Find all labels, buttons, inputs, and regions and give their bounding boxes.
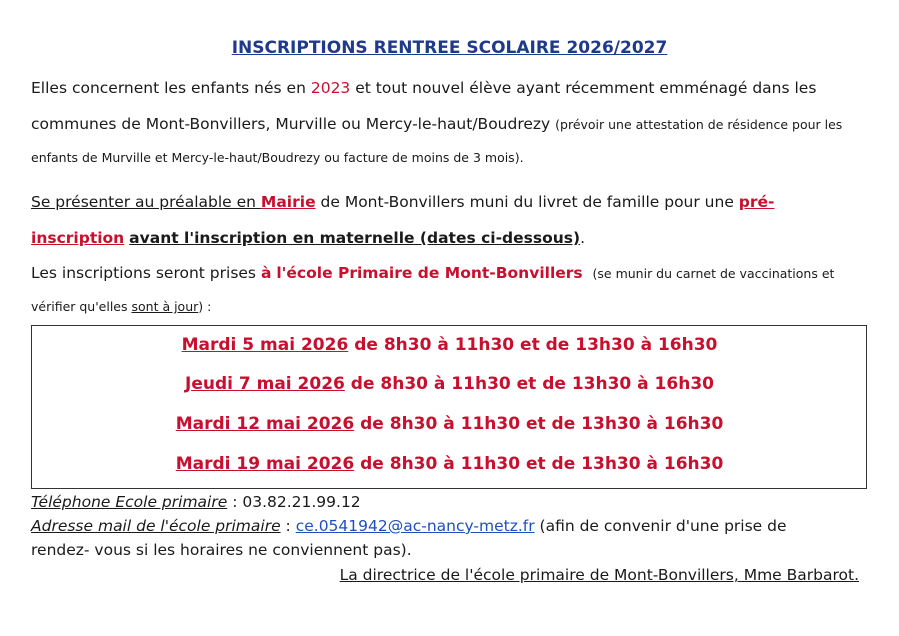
intro-text: communes de Mont-Bonvillers, Murville ou Mercy-le-haut/Boudrezy <box>31 115 556 133</box>
school-line-1 <box>31 264 834 282</box>
date-line-3 <box>0 414 899 434</box>
intro-line-2 <box>31 115 842 133</box>
date-hours: de 8h30 à 11h30 et de 13h30 à 16h30 <box>344 374 714 394</box>
school-text: Les inscriptions seront prises <box>31 264 261 282</box>
birth-year: 2023 <box>310 79 351 97</box>
period: . <box>580 229 586 247</box>
date-line-2 <box>0 374 899 394</box>
pre-inscription-line-2 <box>31 229 585 247</box>
date-day: Mardi 12 mai 2026 <box>175 414 355 434</box>
date-day: Jeudi 7 mai 2026 <box>185 374 345 394</box>
intro-line-3: enfants de Murville et Mercy-le-haut/Boudrezy ou facture de moins de 3 mois). <box>31 150 524 165</box>
mail-note: (afin de convenir d'une prise de <box>534 517 787 535</box>
intro-line-1 <box>31 79 816 97</box>
date-line-1 <box>0 335 899 355</box>
date-hours: de 8h30 à 11h30 et de 13h30 à 16h30 <box>354 414 724 434</box>
phone-label: Téléphone Ecole primaire <box>31 493 228 511</box>
vaccination-note: (se munir du carnet de vaccinations et <box>592 266 835 281</box>
residence-note: (prévoir une attestation de résidence pour les <box>555 117 843 132</box>
mail-note-line-2: rendez- vous si les horaires ne conviennent pas). <box>31 541 412 559</box>
page-title: INSCRIPTIONS RENTREE SCOLAIRE 2026/2027 <box>231 38 668 58</box>
date-day: Mardi 5 mai 2026 <box>181 335 349 355</box>
before-maternelle-text: avant l'inscription en maternelle (dates ci-dessous) <box>129 229 581 247</box>
separator: : <box>227 493 243 511</box>
pre-inscription-line-1 <box>31 193 774 211</box>
email-link[interactable]: ce.0541942@ac-nancy-metz.fr <box>295 517 535 535</box>
separator: : <box>280 517 296 535</box>
date-hours: de 8h30 à 11h30 et de 13h30 à 16h30 <box>354 454 724 474</box>
phone-line <box>31 493 361 511</box>
pre-inscription-text: Se présenter au préalable en <box>31 193 261 211</box>
school-line-2 <box>31 299 211 314</box>
date-line-4 <box>0 454 899 474</box>
pre-label: pré- <box>738 193 775 211</box>
phone-number[interactable]: 03.82.21.99.12 <box>242 493 361 511</box>
school-at: à <box>260 264 272 282</box>
mail-line <box>31 517 787 535</box>
school-name: l'école Primaire de Mont-Bonvillers <box>276 264 583 282</box>
intro-text: et tout nouvel élève ayant récemment emménagé dans les <box>350 79 817 97</box>
signature-text: La directrice de l'école primaire de Mont-Bonvillers, Mme Barbarot. <box>339 566 859 584</box>
school-text: ) : <box>198 299 212 314</box>
inscription-label: inscription <box>31 229 125 247</box>
date-day: Mardi 19 mai 2026 <box>175 454 355 474</box>
pre-inscription-text: de Mont-Bonvillers muni du livret de famille pour une <box>315 193 739 211</box>
intro-text: Elles concernent les enfants nés en <box>31 79 311 97</box>
up-to-date-text: sont à jour <box>131 299 199 314</box>
date-hours: de 8h30 à 11h30 et de 13h30 à 16h30 <box>348 335 718 355</box>
mairie-label: Mairie <box>260 193 316 211</box>
school-text: vérifier qu'elles <box>31 299 132 314</box>
mail-label: Adresse mail de l'école primaire <box>31 517 281 535</box>
signature <box>340 566 859 584</box>
